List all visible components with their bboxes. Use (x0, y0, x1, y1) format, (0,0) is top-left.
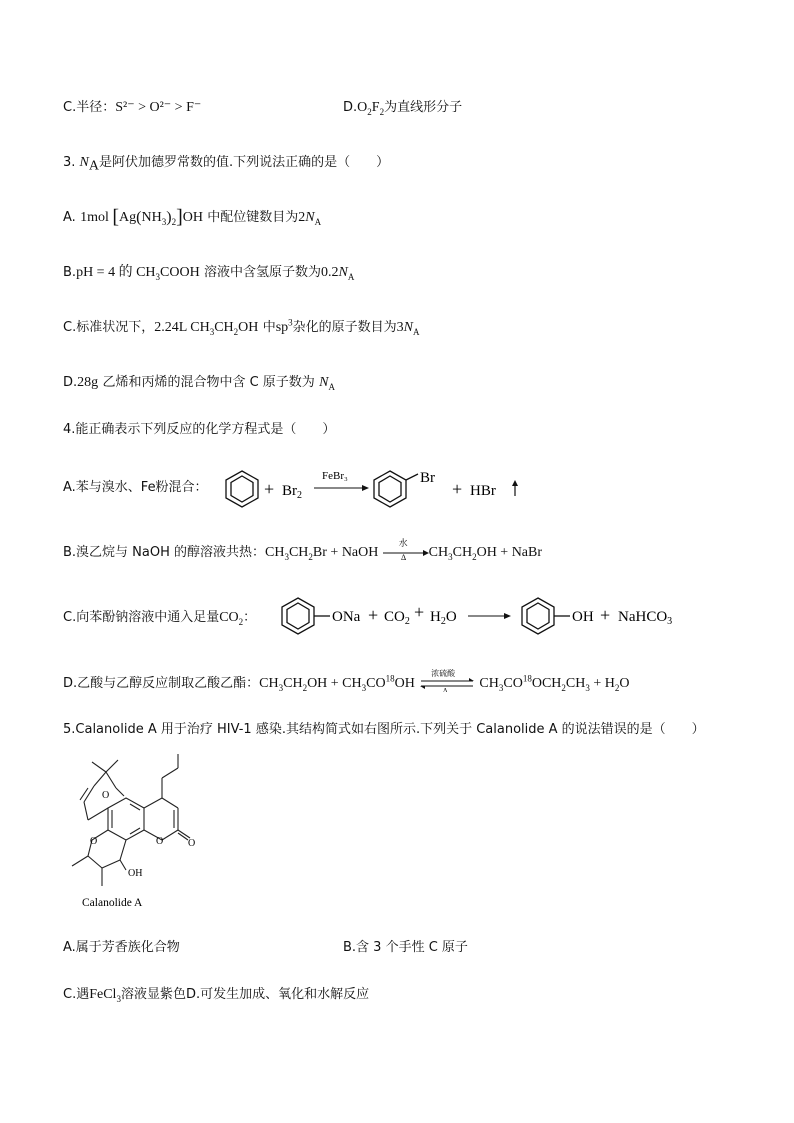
q2-d-formula: $O_2F_2$ (357, 100, 385, 117)
ring-oxygen-2: O (156, 836, 164, 847)
benzene-ring-icon (226, 471, 258, 507)
q3-d-label: D. (63, 375, 78, 390)
q5-b-text: B.含 3 个手性 C 原子 (343, 940, 468, 955)
svg-text:Δ: Δ (443, 686, 448, 692)
q5-c-label: C.遇 (63, 987, 90, 1002)
q3-a-text: 中配位键数目为 (207, 210, 299, 225)
plus-sign: + (264, 479, 275, 499)
q5-a-text: A.属于芳香族化合物 (63, 940, 180, 955)
q2-c-label: C.半径： (63, 100, 116, 115)
q4-option-a-label (63, 477, 208, 498)
q4-d-condition: 浓硫酸 (431, 668, 456, 678)
q3-c-value: $3N_A$ (396, 320, 420, 337)
q5-option-b (343, 937, 468, 958)
q3-d-value: $N_A$ (319, 375, 335, 392)
q4-stem (63, 419, 335, 440)
q3-a-formula: 1mol $[Ag(NH_3)_2]OH$ (80, 206, 203, 228)
q3-na-symbol: N (79, 155, 89, 170)
q2-option-d (343, 97, 462, 118)
q5-option-a (63, 937, 180, 958)
br-substituent: Br (420, 470, 435, 486)
q3-b-label: B. (63, 265, 77, 280)
q4-c-co2: $CO_2$ (219, 610, 244, 627)
ring-oxygen-3: O (90, 836, 98, 847)
febr3-catalyst: FeBr₃ (322, 470, 348, 482)
q4-option-d (63, 668, 630, 694)
q4-b-label-text: B.溴乙烷与 NaOH 的醇溶液共热： (63, 545, 266, 560)
q3-c-formula: 2.24L $CH_3CH_2OH$ (154, 320, 259, 337)
oh-text: OH (572, 609, 594, 625)
carbonyl-oxygen: O (188, 838, 196, 849)
hydroxyl-label: OH (128, 868, 143, 879)
q3-option-c (63, 317, 420, 338)
q4-c-label-text: C.向苯酚钠溶液中通入足量 (63, 610, 220, 625)
plus-c2: + (414, 602, 425, 622)
q3-d-mass: 28g (77, 375, 99, 390)
q2-option-c (63, 97, 201, 118)
q5-d-text: D.可发生加成、氧化和水解反应 (185, 987, 370, 1002)
q5-option-c-d (63, 984, 369, 1005)
hbr-text: HBr (470, 483, 496, 499)
q4-d-products: $CH_3CO^{18}OCH_2CH_3 + H_2O$ (479, 673, 630, 693)
plus-sign-2: + (452, 479, 463, 499)
q4-c-equation (276, 592, 696, 640)
q4-d-reactants: $CH_3CH_2OH + CH_3CO^{18}OH$ (259, 673, 415, 693)
q4-b-reactants: $CH_3CH_2Br$ + NaOH (265, 545, 379, 562)
h2o-text: $H_2O$ (430, 609, 457, 627)
q2-c-formula: S²⁻ > O²⁻ > F⁻ (115, 100, 202, 115)
q3-c-text1: 中 (262, 320, 276, 335)
q3-d-text: 乙烯和丙烯的混合物中含 C 原子数为 (102, 375, 315, 390)
calanolide-structure (66, 752, 206, 914)
q4-option-b (63, 538, 543, 563)
q3-c-label: C.标准状况下， (63, 320, 155, 335)
bromobenzene-icon (374, 471, 418, 507)
q2-d-label: D. (343, 100, 358, 115)
phenoxide-ring-icon (282, 598, 330, 634)
q4-b-products: $CH_3CH_2OH$ + NaBr (428, 545, 543, 562)
ring-oxygen-1: O (102, 790, 110, 801)
q3-c-text2: 杂化的原子数目为 (292, 320, 397, 335)
q4-stem-text: 4.能正确表示下列反应的化学方程式是（ ） (63, 422, 336, 437)
q5-c-formula: FeCl$_3$ (89, 987, 121, 1004)
q3-a-value: $2N_A$ (298, 210, 322, 227)
q4-a-equation (220, 462, 540, 512)
structure-caption: Calanolide A (82, 897, 143, 909)
q3-b-value: $0.2N_A$ (321, 265, 355, 282)
q5-stem-text: 5.Calanolide A 用于治疗 HIV-1 感染.其结构简式如右图所示.下列关于 Calanolide A 的说法错误的是（ ） (63, 722, 705, 737)
q3-c-sp3: $sp^3$ (275, 317, 293, 335)
q4-a-label-text: A.苯与溴水、Fe粉混合： (63, 480, 208, 495)
q4-b-arrow (383, 538, 429, 560)
q3-stem-text: 是阿伏加德罗常数的值.下列说法正确的是（ ） (99, 155, 390, 170)
phenol-ring-icon (522, 598, 570, 634)
q3-b-text: 溶液中含氢原子数为 (204, 265, 322, 280)
q3-stem: 3. $N_A$是阿伏加德罗常数的值.下列说法正确的是（ ） (63, 155, 390, 174)
q5-stem (63, 719, 705, 740)
q4-option-c-label: C.向苯酚钠溶液中通入足量$CO_2$： (63, 610, 257, 627)
q3-option-a (63, 207, 321, 228)
q2-d-text: 为直线形分子 (384, 100, 463, 115)
plus-c3: + (600, 605, 611, 625)
q3-b-formula: pH = 4 的 $CH_3COOH$ (76, 265, 200, 282)
svg-text:Δ: Δ (400, 552, 406, 560)
nahco3-text: NaHCO$_3$ (618, 609, 673, 627)
q3-option-d (63, 372, 335, 393)
q3-option-b (63, 262, 354, 283)
ona-text: ONa (332, 609, 361, 625)
q4-d-label-text: D.乙酸与乙醇反应制取乙酸乙酯： (63, 676, 260, 691)
plus-c1: + (368, 605, 379, 625)
br2-text: $Br_2$ (282, 483, 302, 501)
q4-b-condition: 水 (398, 538, 408, 549)
q5-c-text: 溶液显紫色 (120, 987, 186, 1002)
q3-a-label: A. (63, 210, 76, 225)
co2-text: $CO_2$ (384, 609, 410, 627)
q4-d-reversible-arrow (419, 668, 475, 692)
